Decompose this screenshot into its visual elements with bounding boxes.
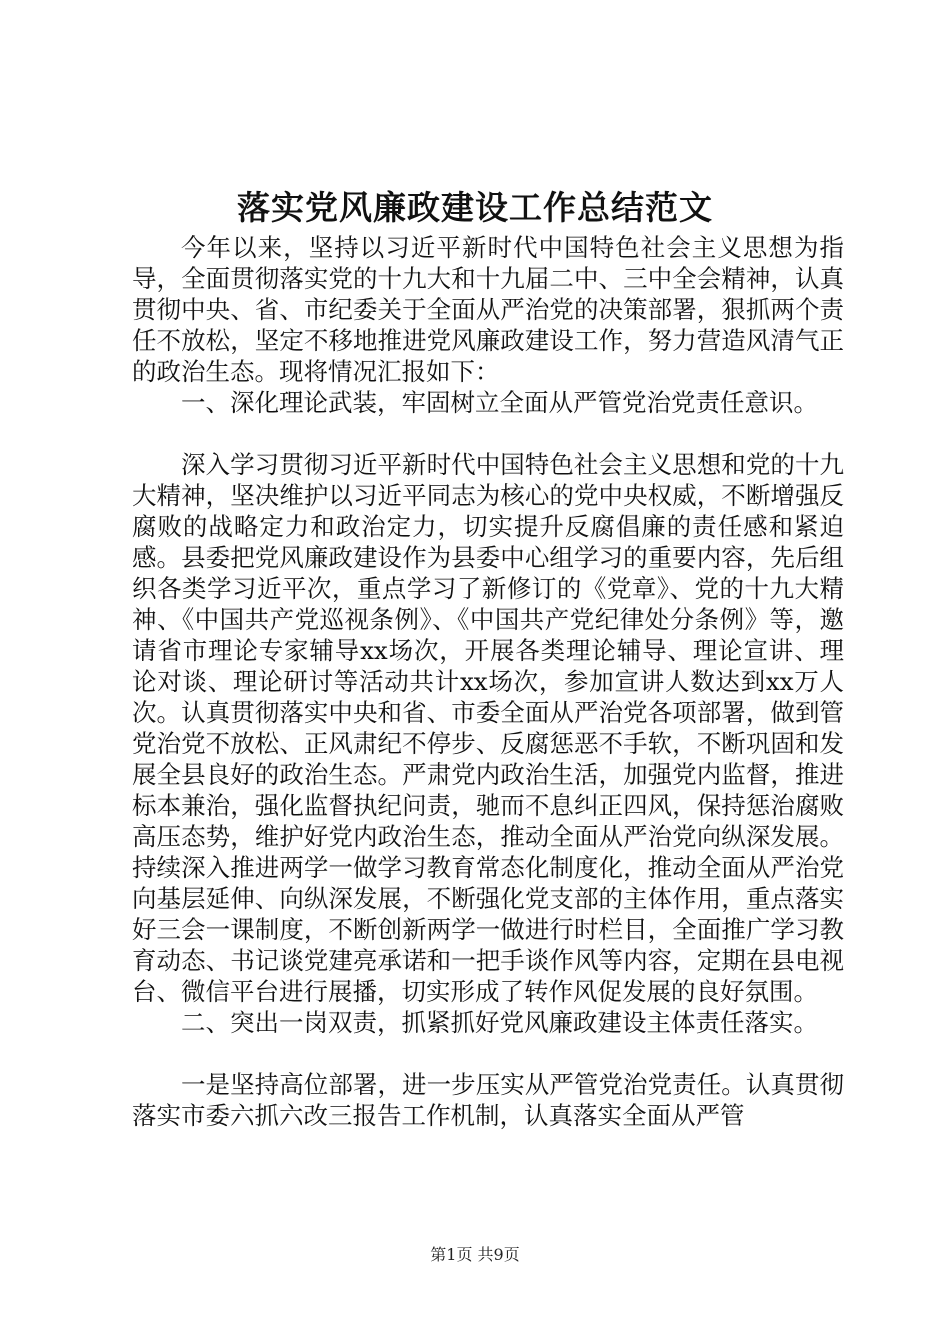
section-2-paragraph: 一是坚持高位部署，进一步压实从严管党治党责任。认真贯彻落实市委六抓六改三报告工作机制，认真落实全面从严管 xyxy=(132,1070,844,1130)
section-1-paragraph: 深入学习贯彻习近平新时代中国特色社会主义思想和党的十九大精神，坚决维护以习近平同志为核心的党中央权威，不断增强反腐败的战略定力和政治定力，切实提升反腐倡廉的责任感和紧迫感。县委把党风廉政建设作为县委中心组学习的重要内容，先后组织各类学习近平次，重点学习了新修订的《党章》、党的十九大精神、《中国共产党巡视条例》、《中国共产党纪律处分条例》等，邀请省市理论专家辅导xx场次，开展各类理论辅导、理论宣讲、理论对谈、理论研讨等活动共计xx场次，参加宣讲人数达到xx万人次。认真贯彻落实中央和省、市委全面从严治党各项部署，做到管党治党不放松、正风肃纪不停步、反腐惩恶不手软，不断巩固和发展全县良好的政治生态。严肃党内政治生活，加强党内监督，推进标本兼治，强化监督执纪问责，驰而不息纠正四风，保持惩治腐败高压态势，维护好党内政治生态，推动全面从严治党向纵深发展。持续深入推进两学一做学习教育常态化制度化，推动全面从严治党向基层延伸、向纵深发展，不断强化党支部的主体作用，重点落实好三会一课制度，不断创新两学一做进行时栏目，全面推广学习教育动态、书记谈党建亮承诺和一把手谈作风等内容，定期在县电视台、微信平台进行展播，切实形成了转作风促发展的良好氛围。 xyxy=(132,450,844,1006)
intro-paragraph: 今年以来，坚持以习近平新时代中国特色社会主义思想为指导，全面贯彻落实党的十九大和十九届二中、三中全会精神，认真贯彻中央、省、市纪委关于全面从严治党的决策部署，狠抓两个责任不放松，坚定不移地推进党风廉政建设工作，努力营造风清气正的政治生态。现将情况汇报如下： xyxy=(132,233,844,386)
page-footer: 第1页 共9页 xyxy=(430,1245,520,1264)
paragraph-gap xyxy=(132,418,844,449)
section-heading-1: 一、深化理论武装，牢固树立全面从严管党治党责任意识。 xyxy=(181,388,818,417)
document-body xyxy=(132,232,844,1131)
document-title: 落实党风廉政建设工作总结范文 xyxy=(237,188,713,227)
section-heading-2: 二、突出一岗双责，抓紧抓好党风廉政建设主体责任落实。 xyxy=(181,1008,818,1037)
paragraph-gap xyxy=(132,1038,844,1069)
